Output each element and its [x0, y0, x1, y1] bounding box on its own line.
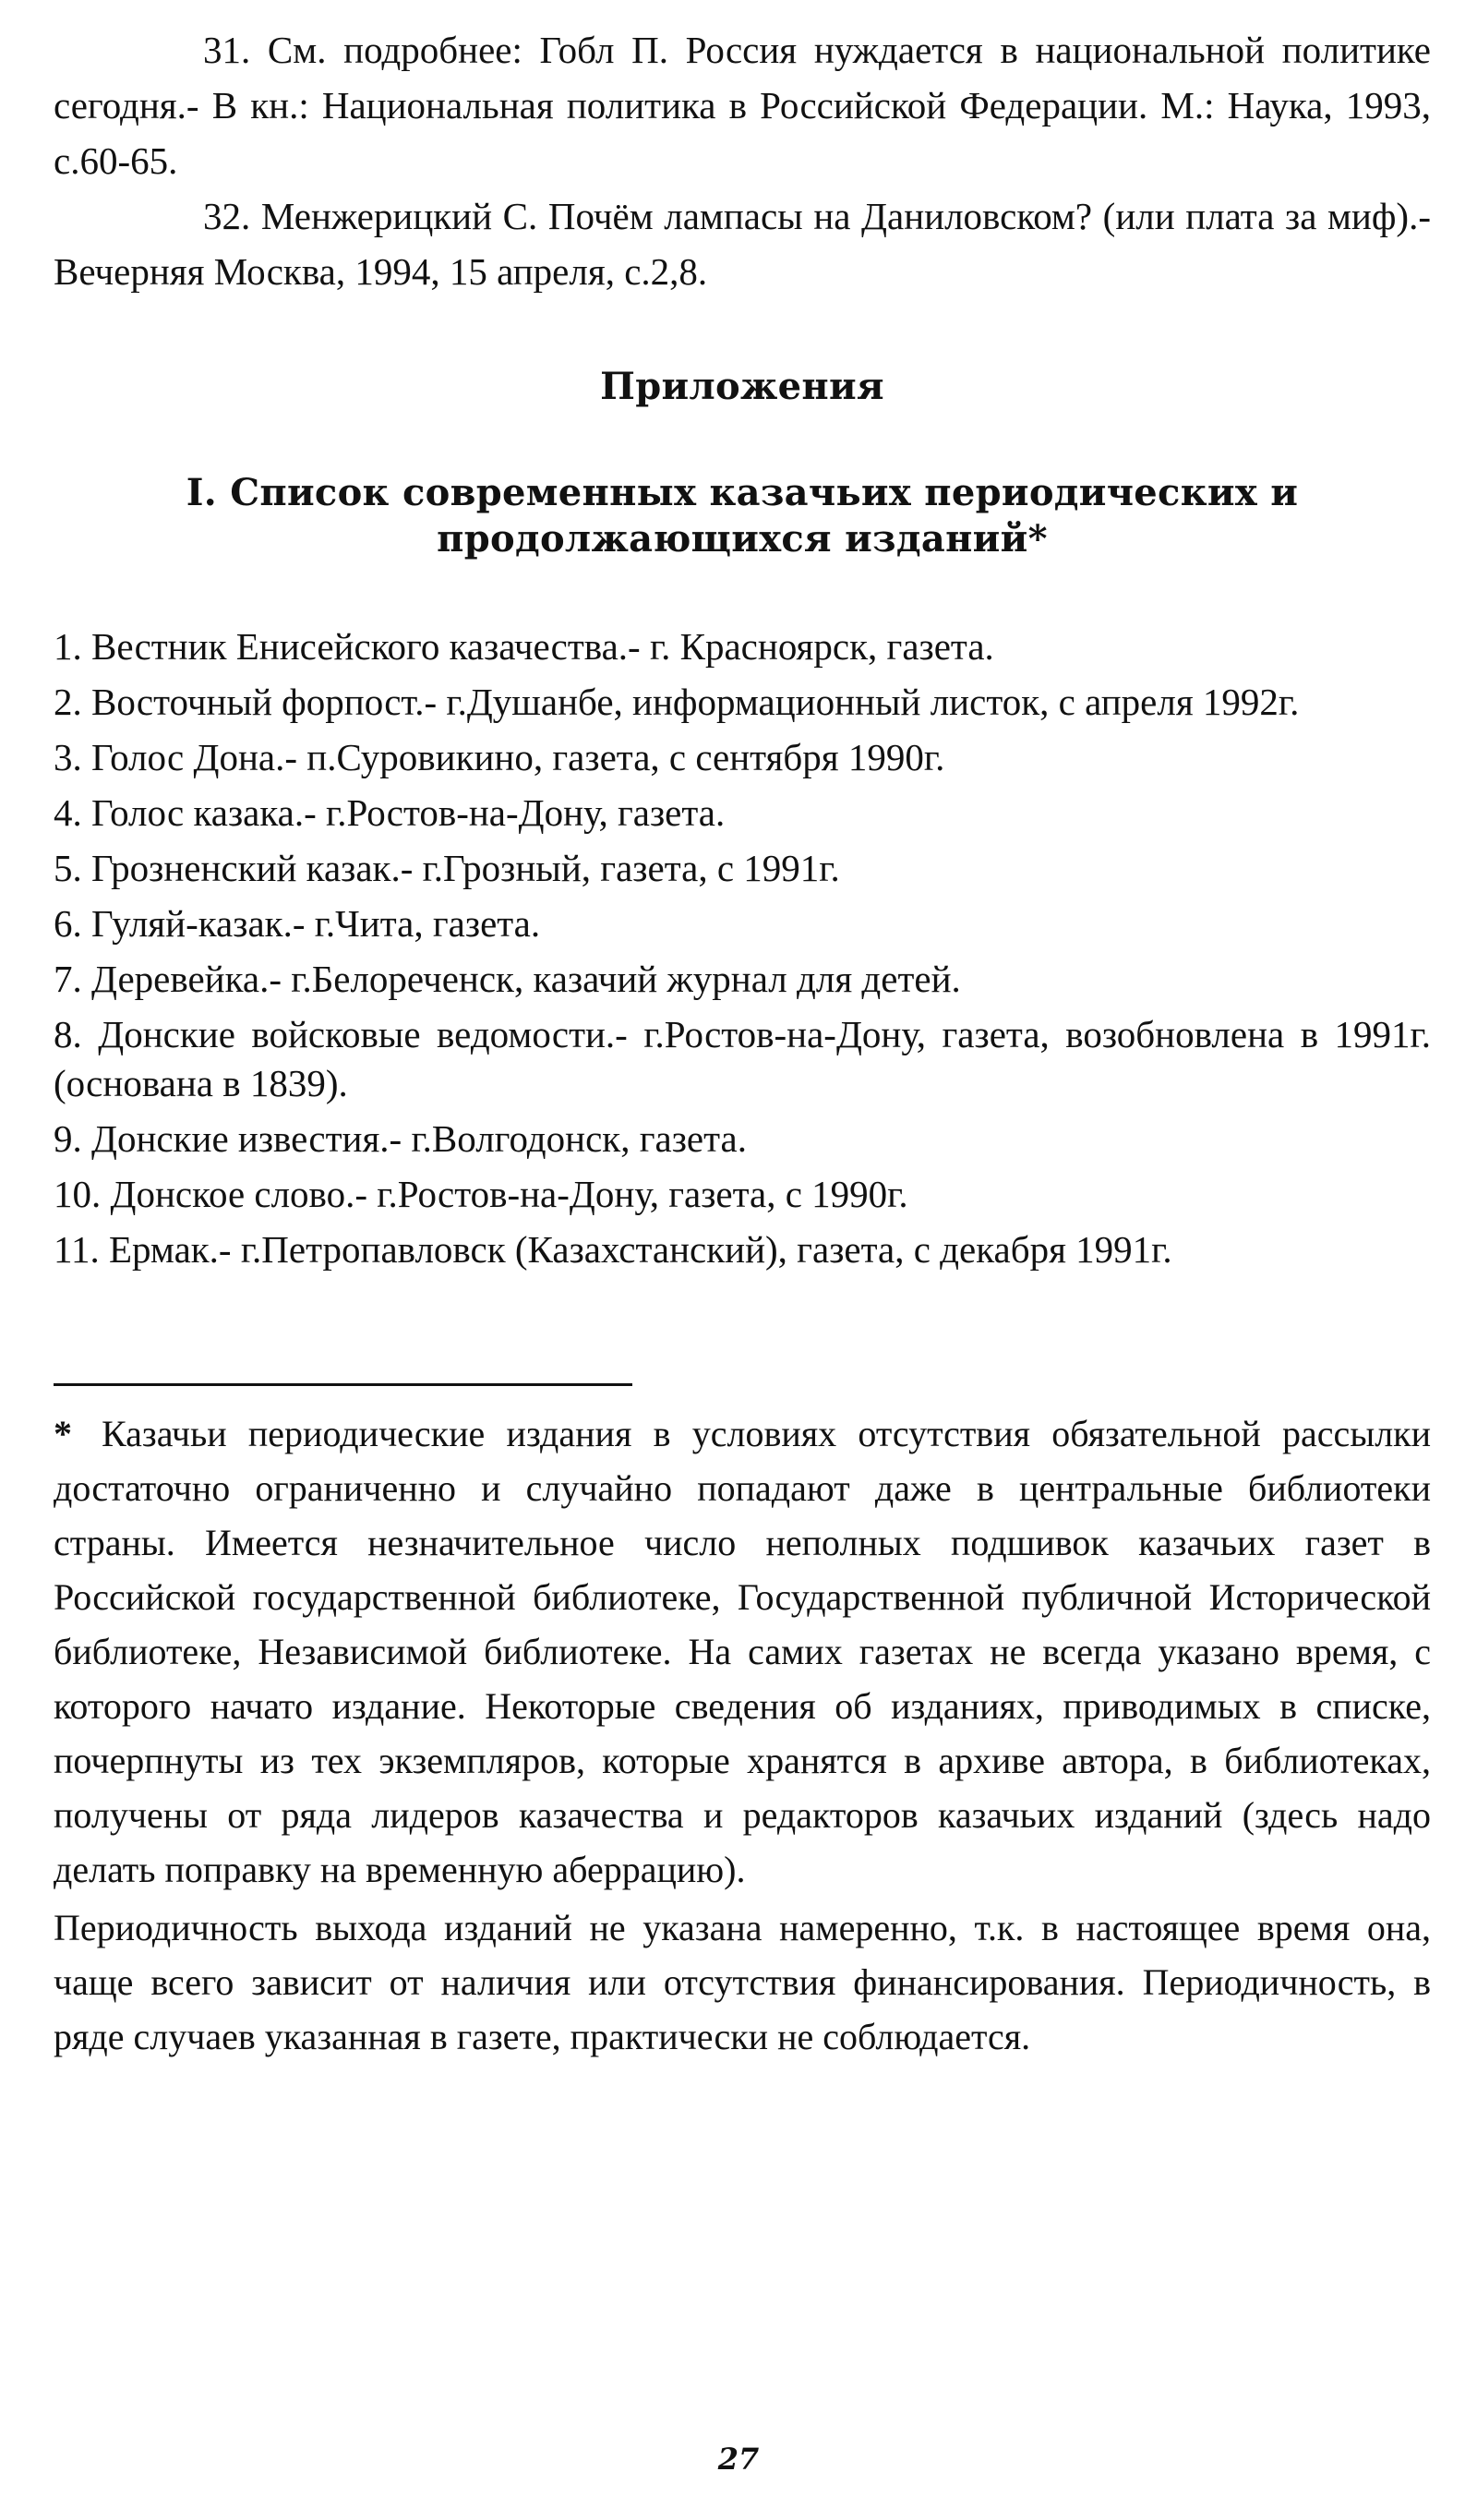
list-item: 6. Гуляй-казак.- г.Чита, газета.: [54, 902, 541, 945]
footnote: [54, 1406, 1431, 1897]
list-item: 11. Ермак.- г.Петропавловск (Казахстанский), газета, с декабря 1991г.: [54, 1228, 1172, 1271]
document-page: [54, 22, 1431, 2064]
reference-31: 31. См. подробнее: Гобл П. Россия нуждается в национальной политике сегодня.- В кн.: Национальная политика в Российской Федерации. М.: Наука, 1993, с.60-65.: [54, 29, 1431, 182]
list-item: 7. Деревейка.- г.Белореченск, казачий журнал для детей.: [54, 958, 961, 1000]
footnote-mark: *: [54, 1413, 72, 1454]
footnote-periodicity: Периодичность выхода изданий не указана намеренно, т.к. в настоящее время она, чаще всего зависит от наличия или отсутствия финансирования. Периодичность, в ряде случаев указанная в газете, практически не соблюдается.: [54, 1907, 1431, 2057]
list-item: 5. Грозненский казак.- г.Грозный, газета, с 1991г.: [54, 847, 840, 889]
periodicals-list: [54, 622, 1431, 1274]
appendix-heading: Приложения: [600, 365, 884, 408]
list-item: 10. Донское слово.- г.Ростов-на-Дону, газета, с 1990г.: [54, 1173, 908, 1215]
footnote-divider: [54, 1383, 632, 1386]
reference-32: 32. Менжерицкий С. Почём лампасы на Даниловском? (или плата за миф).- Вечерняя Москва, 1994, 15 апреля, с.2,8.: [54, 195, 1431, 293]
list-item: 1. Вестник Енисейского казачества.- г. Красноярск, газета.: [54, 625, 994, 668]
list-item: 2. Восточный форпост.- г.Душанбе, информационный листок, с апреля 1992г.: [54, 681, 1300, 723]
list-heading-line2: продолжающихся изданий*: [437, 517, 1048, 561]
list-item: 9. Донские известия.- г.Волгодонск, газета.: [54, 1117, 747, 1160]
list-item: 8. Донские войсковые ведомости.- г.Ростов-на-Дону, газета, возобновлена в 1991г. (основана в 1839).: [54, 1013, 1431, 1104]
list-item: 4. Голос казака.- г.Ростов-на-Дону, газета.: [54, 791, 726, 834]
page-number: 27: [717, 2442, 760, 2477]
list-heading-line1: I. Список современных казачьих периодических и: [186, 471, 1299, 514]
footnote-text: Казачьи периодические издания в условиях отсутствия обязательной рассылки достаточно ограниченно и случайно попадают даже в центральные библиотеки страны. Имеется незначительное число неполных подшивок казачьих газет в Российской государственной библиотеке, Государственной публичной Исторической библиотеке, Независимой библиотеке. На самих газетах не всегда указано время, с которого начато издание. Некоторые сведения об изданиях, приводимых в списке, почерпнуты из тех экземпляров, которые хранятся в архиве автора, в библиотеках, получены от ряда лидеров казачества и редакторов казачьих изданий (здесь надо делать поправку на временную аберрацию).: [54, 1413, 1431, 1890]
list-heading: [54, 470, 1431, 562]
list-item: 3. Голос Дона.- п.Суровикино, газета, с сентября 1990г.: [54, 736, 945, 778]
